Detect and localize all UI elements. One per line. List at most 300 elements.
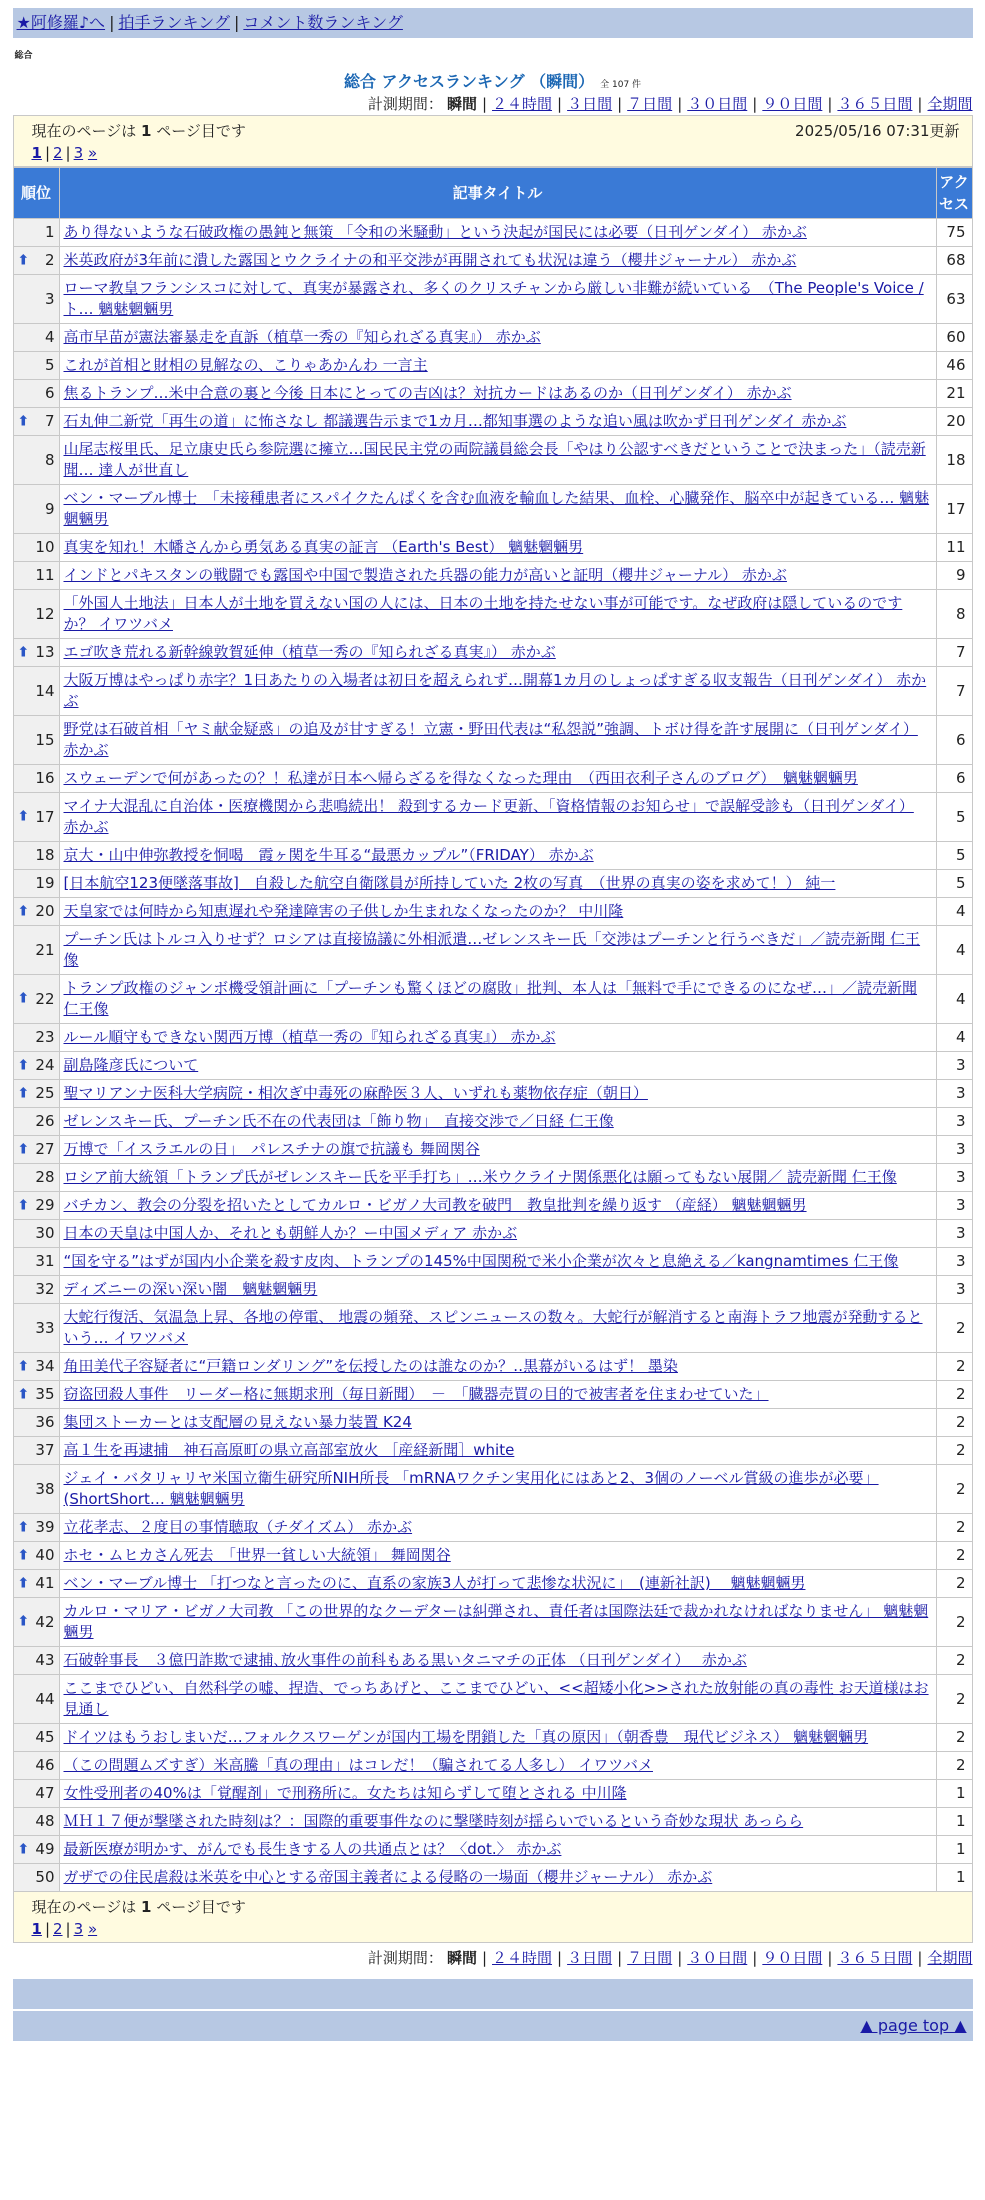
page-link-3[interactable]: 3 <box>73 144 84 162</box>
rank-cell <box>13 1780 59 1808</box>
rank-number: 27 <box>35 1140 55 1158</box>
period-link[interactable]: ７日間 <box>627 1949 673 1967</box>
page-links <box>32 142 960 164</box>
article-link[interactable]: 真実を知れ！木幡さんから勇気ある真実の証言 （Earth's Best） 魑魅魍魎男 <box>63 538 584 556</box>
table-row <box>13 716 972 765</box>
access-count: 18 <box>936 436 972 485</box>
rank-cell <box>13 1752 59 1780</box>
rank-cell <box>13 870 59 898</box>
title-cell <box>59 485 936 534</box>
rank-cell <box>13 562 59 590</box>
rank-number: 28 <box>35 1168 55 1186</box>
table-row <box>13 926 972 975</box>
rank-cell <box>13 1192 59 1220</box>
table-row <box>13 765 972 793</box>
table-row <box>13 1108 972 1136</box>
article-link[interactable]: あり得ないような石破政権の愚鈍と無策 「令和の米騒動」という決起が国民には必要（日刊ゲンダイ） 赤かぶ <box>63 223 807 241</box>
article-link[interactable]: ロシア前大統領「トランプ氏がゼレンスキー氏を平手打ち」…米ウクライナ関係悪化は願ってもない展開／ 読売新聞 仁王像 <box>63 1168 897 1186</box>
ranking-table <box>13 167 973 1892</box>
article-link[interactable]: 立花孝志、２度目の事情聴取（チダイズム） 赤かぶ <box>63 1518 413 1536</box>
page-link-3[interactable]: 3 <box>73 1920 84 1938</box>
article-link[interactable]: インドとパキスタンの戦闘でも露国や中国で製造された兵器の能力が高いと証明（櫻井ジャーナル） 赤かぶ <box>63 566 787 584</box>
rank-number: 31 <box>35 1252 55 1270</box>
next-page-link[interactable]: » <box>87 144 98 162</box>
article-link[interactable]: [日本航空123便墜落事故] 自殺した航空自衛隊員が所持していた 2枚の写真 （世界の真実の姿を求めて！） 純一 <box>63 874 836 892</box>
rank-cell <box>13 975 59 1024</box>
access-count: 60 <box>936 324 972 352</box>
title-cell <box>59 975 936 1024</box>
rank-number: 24 <box>35 1056 55 1074</box>
table-row <box>13 562 972 590</box>
rank-header: 順位 <box>13 168 59 219</box>
article-link[interactable]: 野党は石破首相「ヤミ献金疑惑」の追及が甘すぎる！立憲・野田代表は“私怨説”強調、トボけ得を許す展開に（日刊ゲンダイ） 赤かぶ <box>63 720 918 759</box>
article-link[interactable]: ベン・マーブル博士 「未接種患者にスパイクたんぱくを含む血液を輸血した結果、血栓、心臓発作、脳卒中が起きている… 魑魅魍魎男 <box>63 489 930 528</box>
rank-number: 25 <box>35 1084 55 1102</box>
total-count: 全 107 件 <box>600 80 642 90</box>
up-arrow-icon: ⬆ <box>17 1358 30 1374</box>
rank-cell <box>13 1570 59 1598</box>
rank-number: 3 <box>44 289 55 308</box>
table-row <box>13 1675 972 1724</box>
rank-number: 16 <box>35 769 55 787</box>
access-count: 4 <box>936 926 972 975</box>
rank-cell <box>13 380 59 408</box>
article-link[interactable]: スウェーデンで何があったの？！私達が日本へ帰らざるを得なくなった理由 （西田衣利子さんのブログ） 魑魅魍魎男 <box>63 769 858 787</box>
period-separator: | <box>481 95 488 113</box>
access-count: 7 <box>936 639 972 667</box>
nav-link-2[interactable]: コメント数ランキング <box>243 13 403 32</box>
title-cell <box>59 1437 936 1465</box>
period-link[interactable]: ２４時間 <box>492 1949 553 1967</box>
rank-cell <box>13 408 59 436</box>
up-arrow-icon: ⬆ <box>17 1386 30 1402</box>
rank-number: 1 <box>44 223 55 241</box>
access-count: 3 <box>936 1192 972 1220</box>
article-link[interactable]: 大阪万博はやっぱり赤字？1日あたりの入場者は初日を超えられず…開幕1カ月のしょっぱすぎる収支報告（日刊ゲンダイ） 赤かぶ <box>63 671 927 710</box>
rank-number: 2 <box>44 251 55 269</box>
period-link[interactable]: ７日間 <box>627 95 673 113</box>
title-cell <box>59 380 936 408</box>
access-count: 3 <box>936 1220 972 1248</box>
rank-cell <box>13 1598 59 1647</box>
table-row <box>13 324 972 352</box>
access-count: 3 <box>936 1248 972 1276</box>
rank-cell <box>13 1024 59 1052</box>
count-header: アクセス <box>936 168 972 219</box>
title-cell <box>59 1808 936 1836</box>
rank-cell <box>13 1542 59 1570</box>
nav-link-1[interactable]: 拍手ランキング <box>118 13 230 32</box>
rank-number: 11 <box>35 566 55 584</box>
table-row <box>13 1465 972 1514</box>
period-link[interactable]: ２４時間 <box>492 95 553 113</box>
table-row <box>13 590 972 639</box>
page <box>13 0 973 2041</box>
period-link[interactable]: ３日間 <box>567 95 613 113</box>
article-link[interactable]: ルール順守もできない関西万博（植草一秀の『知られざる真実』） 赤かぶ <box>63 1028 556 1046</box>
table-row <box>13 1752 972 1780</box>
page-link-2[interactable]: 2 <box>53 144 63 162</box>
title-cell <box>59 1304 936 1353</box>
rank-number: 40 <box>35 1546 55 1564</box>
title-cell <box>59 1598 936 1647</box>
table-row <box>13 1192 972 1220</box>
access-count: 6 <box>936 765 972 793</box>
table-row <box>13 1381 972 1409</box>
rank-number: 17 <box>35 807 55 826</box>
article-link[interactable]: 最新医療が明かす、がんでも長生きする人の共通点とは？〈dot.〉 赤かぶ <box>63 1840 562 1858</box>
title-cell <box>59 1647 936 1675</box>
access-count: 1 <box>936 1780 972 1808</box>
access-count: 3 <box>936 1052 972 1080</box>
title-cell <box>59 667 936 716</box>
table-row <box>13 1808 972 1836</box>
period-separator: | <box>481 1949 488 1967</box>
article-link[interactable]: 大蛇行復活、気温急上昇、各地の停電、 地震の頻発、スピンニュースの数々。大蛇行が解消すると南海トラフ地震が発動するという… イワツバメ <box>63 1308 923 1347</box>
rank-cell <box>13 1675 59 1724</box>
table-row <box>13 842 972 870</box>
access-count: 7 <box>936 667 972 716</box>
title-cell <box>59 639 936 667</box>
title-cell <box>59 793 936 842</box>
access-count: 2 <box>936 1353 972 1381</box>
rank-number: 26 <box>35 1112 55 1130</box>
access-count: 9 <box>936 562 972 590</box>
access-count: 2 <box>936 1598 972 1647</box>
article-link[interactable]: 副島隆彦氏について <box>63 1056 199 1074</box>
table-row <box>13 870 972 898</box>
rank-number: 43 <box>35 1651 55 1669</box>
article-link[interactable]: 集団ストーカーとは支配層の見えない暴力装置 K24 <box>63 1413 412 1431</box>
rank-cell <box>13 1437 59 1465</box>
rank-cell <box>13 485 59 534</box>
up-arrow-icon: ⬆ <box>17 903 30 919</box>
access-count: 8 <box>936 590 972 639</box>
access-count: 2 <box>936 1542 972 1570</box>
title-cell <box>59 1220 936 1248</box>
rank-cell <box>13 639 59 667</box>
article-link[interactable]: 角田美代子容疑者に“戸籍ロンダリング”を伝授したのは誰なのか？‥黒幕がいるはず！ 墨染 <box>63 1357 678 1375</box>
period-separator: | <box>677 1949 683 1967</box>
article-link[interactable]: 天皇家では何時から知恵遅れや発達障害の子供しか生まれなくなったのか？ 中川隆 <box>63 902 624 920</box>
access-count: 2 <box>936 1752 972 1780</box>
rank-number: 45 <box>35 1728 55 1746</box>
period-separator: | <box>917 1949 923 1967</box>
page-link-1[interactable]: 1 <box>31 144 42 162</box>
rank-number: 19 <box>35 874 55 892</box>
table-row <box>13 1136 972 1164</box>
article-link[interactable]: 女性受刑者の40%は「覚醒剤」で刑務所に。女たちは知らずして堕とされる 中川隆 <box>63 1784 627 1802</box>
rank-cell <box>13 324 59 352</box>
period-link[interactable]: 全期間 <box>927 95 973 113</box>
ranking-title: 総合 アクセスランキング （瞬間） <box>343 72 595 91</box>
article-link[interactable]: 窃盗団殺人事件 リーダー格に無期求刑（毎日新聞） － 「臓器売買の目的で被害者を住まわせていた」 <box>63 1385 769 1403</box>
article-link[interactable]: ここまでひどい、自然科学の嘘、捏造、でっちあげと、ここまでひどい、<<超矮小化>>された放射能の真の毒性 お天道様はお見通し <box>63 1679 929 1718</box>
rank-number: 47 <box>35 1784 55 1802</box>
up-arrow-icon: ⬆ <box>17 1519 30 1535</box>
title-cell <box>59 1864 936 1892</box>
period-separator: | <box>557 1949 563 1967</box>
access-count: 3 <box>936 1276 972 1304</box>
table-row <box>13 1864 972 1892</box>
rank-number: 41 <box>35 1574 55 1592</box>
access-count: 63 <box>936 275 972 324</box>
title-cell <box>59 324 936 352</box>
nav-separator: | <box>233 13 240 32</box>
table-row <box>13 380 972 408</box>
title-cell <box>59 1381 936 1409</box>
rank-number: 23 <box>35 1028 55 1046</box>
period-separator: | <box>617 1949 623 1967</box>
page-top-link[interactable]: ▲ page top ▲ <box>860 2016 967 2035</box>
article-link[interactable]: トランプ政権のジャンボ機受領計画に「プーチンも驚くほどの腐敗」批判、本人は「無料で手にできるのになぜ…」／読売新聞 仁王像 <box>63 979 918 1018</box>
access-count: 3 <box>936 1080 972 1108</box>
title-cell <box>59 1570 936 1598</box>
rank-number: 50 <box>35 1868 55 1886</box>
table-row <box>13 1409 972 1437</box>
access-count: 6 <box>936 716 972 765</box>
rank-number: 22 <box>35 989 55 1008</box>
rank-number: 46 <box>35 1756 55 1774</box>
rank-number: 30 <box>35 1224 55 1242</box>
title-cell <box>59 1052 936 1080</box>
title-cell <box>59 1164 936 1192</box>
top-nav <box>13 8 973 38</box>
title-cell <box>59 1465 936 1514</box>
article-link[interactable]: （この問題ムズすぎ）米高騰「真の理由」はコレだ！（騙されてる人多し） イワツバメ <box>63 1756 653 1774</box>
rank-cell <box>13 352 59 380</box>
access-count: 5 <box>936 842 972 870</box>
article-link[interactable]: 石破幹事長 ３億円詐欺で逮捕､放火事件の前科もある黒いタニマチの正体 （日刊ゲンダイ） 赤かぶ <box>63 1651 747 1669</box>
page-title <box>13 71 973 93</box>
period-link[interactable]: ３０日間 <box>687 95 748 113</box>
pagination-bottom <box>13 1892 973 1943</box>
period-separator: | <box>677 95 683 113</box>
access-count: 4 <box>936 898 972 926</box>
period-link[interactable]: 全期間 <box>927 1949 973 1967</box>
article-link[interactable]: これが首相と財相の見解なの、こりゃあかんわ 一言主 <box>63 356 428 374</box>
access-count: 3 <box>936 1108 972 1136</box>
access-count: 4 <box>936 975 972 1024</box>
title-cell <box>59 842 936 870</box>
table-row <box>13 485 972 534</box>
article-link[interactable]: 京大・山中伸弥教授を恫喝 霞ヶ関を牛耳る“最悪カップル”（FRIDAY） 赤かぶ <box>63 846 594 864</box>
table-row <box>13 1437 972 1465</box>
table-row <box>13 408 972 436</box>
title-cell <box>59 1780 936 1808</box>
table-row <box>13 1220 972 1248</box>
rank-cell <box>13 1724 59 1752</box>
up-arrow-icon: ⬆ <box>17 1841 30 1857</box>
period-selector-top <box>13 93 973 115</box>
period-separator: | <box>752 1949 758 1967</box>
article-link[interactable]: ジェイ・バタリャリヤ米国立衛生研究所NIH所長 「mRNAワクチン実用化にはあと2、3個のノーベル賞級の進歩が必要」 (ShortShort… 魑魅魍魎男 <box>63 1469 879 1508</box>
article-link[interactable]: 山尾志桜里氏、足立康史氏ら参院選に擁立…国民民主党の両院議員総会長「やはり公認すべきだということで決まった」（読売新聞… 達人が世直し <box>63 440 926 479</box>
rank-cell <box>13 1647 59 1675</box>
table-row <box>13 1724 972 1752</box>
period-current: 瞬間 <box>446 95 477 113</box>
article-link[interactable]: プーチン氏はトルコ入りせず？ロシアは直接協議に外相派遣…ゼレンスキー氏「交渉はプーチンと行うべきだ」／読売新聞 仁王像 <box>63 930 921 969</box>
title-cell <box>59 408 936 436</box>
article-link[interactable]: 焦るトランプ…米中合意の裏と今後 日本にとっての吉凶は？対抗カードはあるのか（日刊ゲンダイ） 赤かぶ <box>63 384 792 402</box>
article-link[interactable]: ローマ教皇フランシスコに対して、真実が暴露され、多くのクリスチャンから厳しい非難が続いている （The People's Voice / ト… 魑魅魍魎男 <box>63 279 924 318</box>
rank-cell <box>13 926 59 975</box>
title-cell <box>59 1514 936 1542</box>
article-link[interactable]: 高１生を再逮捕 神石高原町の県立高部室放火 ［産経新聞］white <box>63 1441 515 1459</box>
up-arrow-icon: ⬆ <box>17 252 30 268</box>
title-cell <box>59 1542 936 1570</box>
rank-number: 36 <box>35 1413 55 1431</box>
title-cell <box>59 870 936 898</box>
access-count: 2 <box>936 1465 972 1514</box>
title-cell <box>59 275 936 324</box>
access-count: 2 <box>936 1409 972 1437</box>
article-link[interactable]: マイナ大混乱に自治体・医療機関から悲鳴続出！ 殺到するカード更新、「資格情報のお知らせ」で誤解受診も（日刊ゲンダイ） 赤かぶ <box>63 797 914 836</box>
rank-cell <box>13 1220 59 1248</box>
article-link[interactable]: ガザでの住民虐殺は米英を中心とする帝国主義者による侵略の一場面（櫻井ジャーナル） 赤かぶ <box>63 1868 713 1886</box>
up-arrow-icon: ⬆ <box>17 1057 30 1073</box>
rank-cell <box>13 275 59 324</box>
rank-cell <box>13 1864 59 1892</box>
title-cell <box>59 1080 936 1108</box>
title-cell <box>59 562 936 590</box>
rank-number: 20 <box>35 902 55 920</box>
table-row <box>13 1164 972 1192</box>
rank-number: 49 <box>35 1840 55 1858</box>
period-label: 計測期間： <box>367 1949 443 1967</box>
rank-number: 33 <box>35 1318 55 1337</box>
updated-timestamp: 2025/05/16 07:31更新 <box>795 122 960 140</box>
access-count: 1 <box>936 1836 972 1864</box>
table-row <box>13 1304 972 1353</box>
period-link[interactable]: ９０日間 <box>762 95 823 113</box>
article-link[interactable]: ホセ・ムヒカさん死去 「世界一貧しい大統領」 舞岡関谷 <box>63 1546 451 1564</box>
title-cell <box>59 1409 936 1437</box>
nav-link-0[interactable]: ★阿修羅♪へ <box>16 13 106 32</box>
up-arrow-icon: ⬆ <box>17 1547 30 1563</box>
rank-number: 5 <box>44 356 55 374</box>
table-row <box>13 1353 972 1381</box>
table-header-row <box>13 168 972 219</box>
rank-cell <box>13 842 59 870</box>
article-link[interactable]: 石丸伸二新党「再生の道」に怖さなし 都議選告示まで1カ月…都知事選のような追い風は吹かず日刊ゲンダイ 赤かぶ <box>63 412 847 430</box>
nav-separator: | <box>109 13 115 32</box>
rank-number: 38 <box>35 1479 55 1498</box>
access-count: 17 <box>936 485 972 534</box>
article-link[interactable]: ドイツはもうおしまいだ…フォルクスワーゲンが国内工場を閉鎖した「真の原因」（朝香豊 現代ビジネス） 魑魅魍魎男 <box>63 1728 869 1746</box>
up-arrow-icon: ⬆ <box>17 1613 30 1630</box>
rank-number: 34 <box>35 1357 55 1375</box>
title-cell <box>59 219 936 247</box>
up-arrow-icon: ⬆ <box>17 1085 30 1101</box>
rank-cell <box>13 1164 59 1192</box>
rank-cell <box>13 1836 59 1864</box>
rank-cell <box>13 1353 59 1381</box>
article-link[interactable]: ベン・マーブル博士 「打つなと言ったのに、直系の家族3人が打って悲惨な状況に」 (連新社訳) 魑魅魍魎男 <box>63 1574 806 1592</box>
rank-cell <box>13 1248 59 1276</box>
page-link-2[interactable]: 2 <box>53 1920 63 1938</box>
page-separator: | <box>65 1920 71 1938</box>
period-separator: | <box>557 95 563 113</box>
rank-cell <box>13 590 59 639</box>
article-link[interactable]: 高市早苗が憲法審暴走を直訴（植草一秀の『知られざる真実』） 赤かぶ <box>63 328 541 346</box>
article-link[interactable]: エゴ吹き荒れる新幹線敦賀延伸（植草一秀の『知られざる真実』） 赤かぶ <box>63 643 556 661</box>
article-link[interactable]: 万博で「イスラエルの日」 パレスチナの旗で抗議も 舞岡関谷 <box>63 1140 480 1158</box>
page-separator: | <box>65 144 71 162</box>
period-separator: | <box>752 95 758 113</box>
article-link[interactable]: 「外国人土地法」日本人が土地を買えない国の人には、日本の土地を持たせない事が可能です。なぜ政府は隠しているのですか？ イワツバメ <box>63 594 903 633</box>
access-count: 4 <box>936 1024 972 1052</box>
title-cell <box>59 765 936 793</box>
article-link[interactable]: ゼレンスキー氏、プーチン氏不在の代表団は「飾り物」 直接交渉で／日経 仁王像 <box>63 1112 614 1130</box>
period-link[interactable]: ３６５日間 <box>837 95 913 113</box>
rank-cell <box>13 534 59 562</box>
page-separator: | <box>44 144 50 162</box>
article-link[interactable]: バチカン、教会の分裂を招いたとしてカルロ・ビガノ大司教を破門 教皇批判を繰り返す （産経） 魑魅魍魎男 <box>63 1196 807 1214</box>
up-arrow-icon: ⬆ <box>17 808 30 825</box>
rank-number: 7 <box>44 412 55 430</box>
title-cell <box>59 898 936 926</box>
page-links <box>32 1918 960 1940</box>
title-header: 記事タイトル <box>59 168 936 219</box>
article-link[interactable]: ディズニーの深い深い闇 魑魅魍魎男 <box>63 1280 318 1298</box>
period-link[interactable]: ３０日間 <box>687 1949 748 1967</box>
access-count: 2 <box>936 1675 972 1724</box>
article-link[interactable]: 聖マリアンナ医科大学病院・相次ぎ中毒死の麻酔医３人、いずれも薬物依存症（朝日） <box>63 1084 648 1102</box>
rank-cell <box>13 1136 59 1164</box>
table-row <box>13 898 972 926</box>
category-label: 総合 <box>14 51 33 61</box>
access-count: 2 <box>936 1724 972 1752</box>
rank-number: 39 <box>35 1518 55 1536</box>
article-link[interactable]: 日本の天皇は中国人か、それとも朝鮮人か？ー中国メディア 赤かぶ <box>63 1224 518 1242</box>
table-row <box>13 639 972 667</box>
title-cell <box>59 1836 936 1864</box>
access-count: 2 <box>936 1381 972 1409</box>
title-cell <box>59 1724 936 1752</box>
article-link[interactable]: “国を守る”はずが国内小企業を殺す皮肉、トランプの145%中国関税で米小企業が次々と息絶える／kangnamtimes 仁王像 <box>63 1252 899 1270</box>
table-row <box>13 436 972 485</box>
article-link[interactable]: 米英政府が3年前に潰した露国とウクライナの和平交渉が再開されても状況は違う（櫻井ジャーナル） 赤かぶ <box>63 251 797 269</box>
rank-number: 8 <box>44 450 55 469</box>
table-row <box>13 667 972 716</box>
access-count: 3 <box>936 1136 972 1164</box>
article-link[interactable]: ＭＨ１７便が撃墜された時刻は？：国際的重要事件なのに撃墜時刻が揺らいでいるという奇妙な現状 あっらら <box>63 1812 804 1830</box>
rank-number: 48 <box>35 1812 55 1830</box>
period-link[interactable]: ３日間 <box>567 1949 613 1967</box>
page-link-1[interactable]: 1 <box>31 1920 42 1938</box>
rank-cell <box>13 716 59 765</box>
up-arrow-icon: ⬆ <box>17 1197 30 1213</box>
rank-cell <box>13 898 59 926</box>
access-count: 2 <box>936 1570 972 1598</box>
next-page-link[interactable]: » <box>87 1920 98 1938</box>
rank-cell <box>13 765 59 793</box>
period-link[interactable]: ９０日間 <box>762 1949 823 1967</box>
period-link[interactable]: ３６５日間 <box>837 1949 913 1967</box>
access-count: 2 <box>936 1647 972 1675</box>
rank-cell <box>13 1465 59 1514</box>
access-count: 2 <box>936 1437 972 1465</box>
article-link[interactable]: カルロ・マリア・ビガノ大司教 「この世界的なクーデターは糾弾され、責任者は国際法廷で裁かれなければなりません」 魑魅魍魎男 <box>63 1602 929 1641</box>
title-cell <box>59 1136 936 1164</box>
title-cell <box>59 1353 936 1381</box>
rank-cell <box>13 1409 59 1437</box>
rank-number: 21 <box>35 940 55 959</box>
up-arrow-icon: ⬆ <box>17 1141 30 1157</box>
current-page-text: 現在のページは 1 ページ目です <box>31 1898 246 1916</box>
rank-number: 44 <box>35 1689 55 1708</box>
